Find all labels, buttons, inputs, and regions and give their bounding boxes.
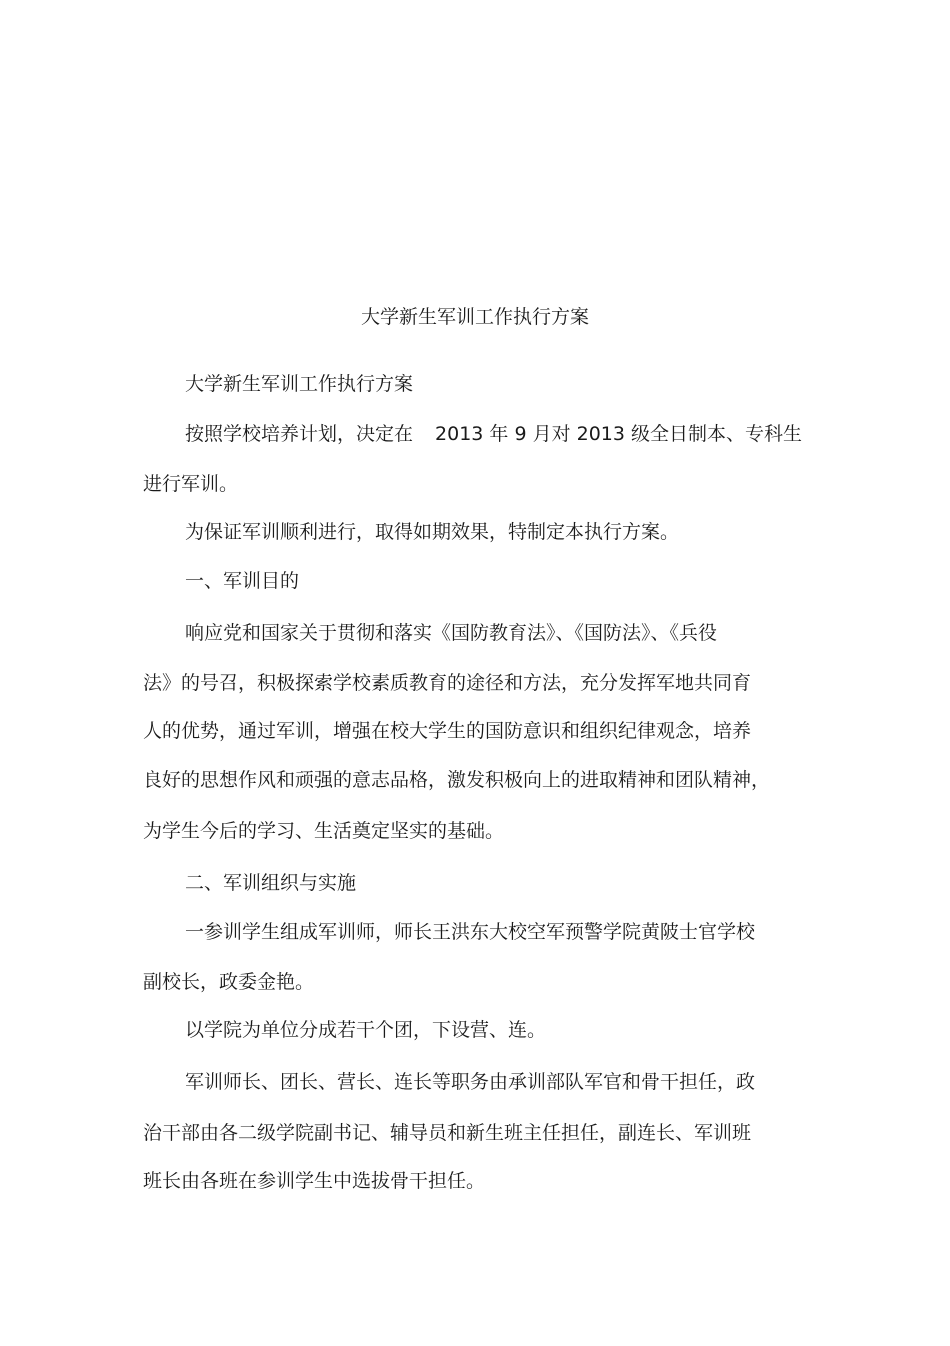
intro-line-2: 进行军训。 [143, 473, 239, 495]
section-2-para-2: 以学院为单位分成若干个团，下设营、连。 [185, 1019, 547, 1041]
section-2-para-1-line: 一参训学生组成军训师，师长王洪东大校空军预警学院黄陂士官学校 [185, 921, 756, 943]
section-1-line: 人的优势，通过军训，增强在校大学生的国防意识和组织纪律观念，培养 [143, 720, 752, 742]
section-1-line: 响应党和国家关于贯彻和落实《国防教育法》、《国防法》、《兵役 [185, 622, 718, 644]
section-1-line: 为学生今后的学习、生活奠定坚实的基础。 [143, 820, 505, 842]
section-2-para-3-line: 班长由各班在参训学生中选拔骨干担任。 [143, 1170, 486, 1192]
section-2-para-1-line: 副校长，政委金艳。 [143, 971, 315, 993]
intro-line-1 [185, 420, 802, 448]
section-2-heading: 二、军训组织与实施 [185, 872, 357, 894]
intro-line-1-part-a: 按照学校培养计划，决定在 [185, 423, 414, 445]
section-1-line: 良好的思想作风和顽强的意志品格，激发积极向上的进取精神和团队精神， [143, 769, 771, 791]
intro-line-1-part-b: 2013 年 9 月对 2013 级全日制本、专科生 [435, 423, 803, 445]
section-1-line: 法》的号召，积极探索学校素质教育的途径和方法，充分发挥军地共同育 [143, 672, 752, 694]
section-2-para-3-line: 治干部由各二级学院副书记、辅导员和新生班主任担任，副连长、军训班 [143, 1122, 752, 1144]
section-2-para-3-line: 军训师长、团长、营长、连长等职务由承训部队军官和骨干担任，政 [185, 1071, 756, 1093]
purpose-sentence: 为保证军训顺利进行，取得如期效果，特制定本执行方案。 [185, 521, 680, 543]
document-subtitle: 大学新生军训工作执行方案 [185, 373, 414, 395]
document-title: 大学新生军训工作执行方案 [360, 306, 589, 328]
section-1-heading: 一、军训目的 [185, 570, 300, 592]
